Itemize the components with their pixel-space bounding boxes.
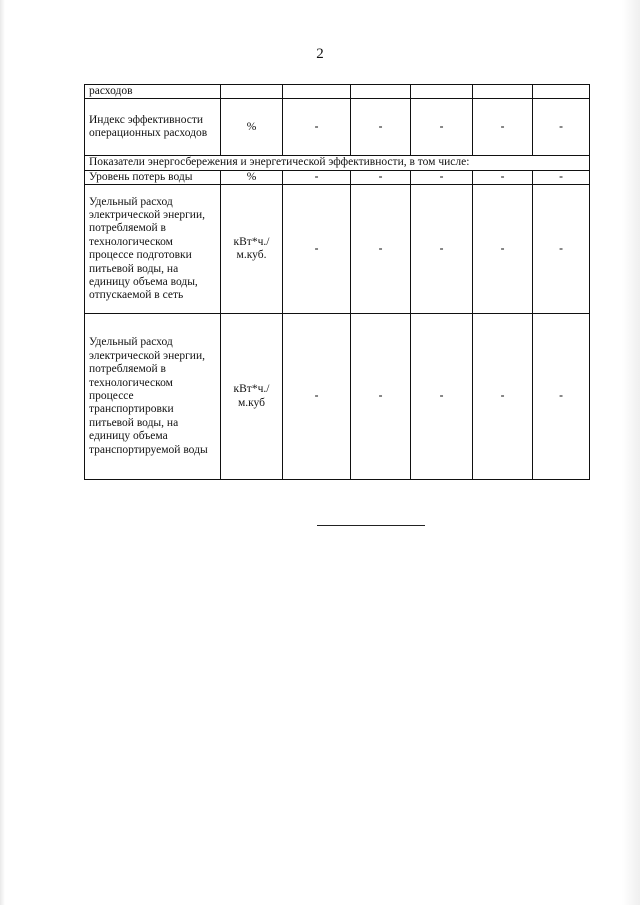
section-row xyxy=(85,156,590,170)
unit-cell: кВт*ч./м.куб. xyxy=(221,185,283,314)
value-cell xyxy=(473,85,533,99)
page-number: 2 xyxy=(316,46,324,62)
scan-edge-left xyxy=(0,0,5,905)
indicator-name: Удельный расход электрической энергии, потребляемой в технологическом процессе транспортировки питьевой воды, на единицу объема транспортируемой воды xyxy=(85,314,221,480)
value-cell xyxy=(351,85,411,99)
unit-cell: кВт*ч./м.куб xyxy=(221,314,283,480)
indicator-name: Уровень потерь воды xyxy=(85,170,221,184)
unit-cell xyxy=(221,85,283,99)
table-row xyxy=(85,99,590,156)
value-cell xyxy=(283,85,351,99)
value-cell: - xyxy=(533,170,590,184)
section-heading: Показатели энергосбережения и энергетической эффективности, в том числе: xyxy=(85,156,590,170)
value-cell xyxy=(533,85,590,99)
value-cell: - xyxy=(473,170,533,184)
table-row xyxy=(85,185,590,314)
value-cell: - xyxy=(473,99,533,156)
value-cell: - xyxy=(473,185,533,314)
value-cell: - xyxy=(473,314,533,480)
value-cell: - xyxy=(533,99,590,156)
value-cell: - xyxy=(351,185,411,314)
table-row xyxy=(85,170,590,184)
value-cell: - xyxy=(533,314,590,480)
value-cell: - xyxy=(351,170,411,184)
value-cell: - xyxy=(411,99,473,156)
value-cell: - xyxy=(351,314,411,480)
value-cell: - xyxy=(351,99,411,156)
value-cell xyxy=(411,85,473,99)
value-cell: - xyxy=(283,314,351,480)
closing-rule xyxy=(317,525,425,526)
value-cell: - xyxy=(411,314,473,480)
unit-cell: % xyxy=(221,99,283,156)
table-row xyxy=(85,85,590,99)
indicators-table xyxy=(84,84,590,480)
value-cell: - xyxy=(533,185,590,314)
scan-edge-right xyxy=(622,0,640,905)
value-cell: - xyxy=(411,185,473,314)
value-cell: - xyxy=(283,99,351,156)
value-cell: - xyxy=(283,185,351,314)
unit-cell: % xyxy=(221,170,283,184)
indicator-name: расходов xyxy=(85,85,221,99)
indicator-name: Удельный расход электрической энергии, потребляемой в технологическом процессе подготовки питьевой воды, на единицу объема воды, отпускаемой в сеть xyxy=(85,185,221,314)
table-row xyxy=(85,314,590,480)
indicator-name: Индекс эффективности операционных расходов xyxy=(85,99,221,156)
value-cell: - xyxy=(283,170,351,184)
value-cell: - xyxy=(411,170,473,184)
